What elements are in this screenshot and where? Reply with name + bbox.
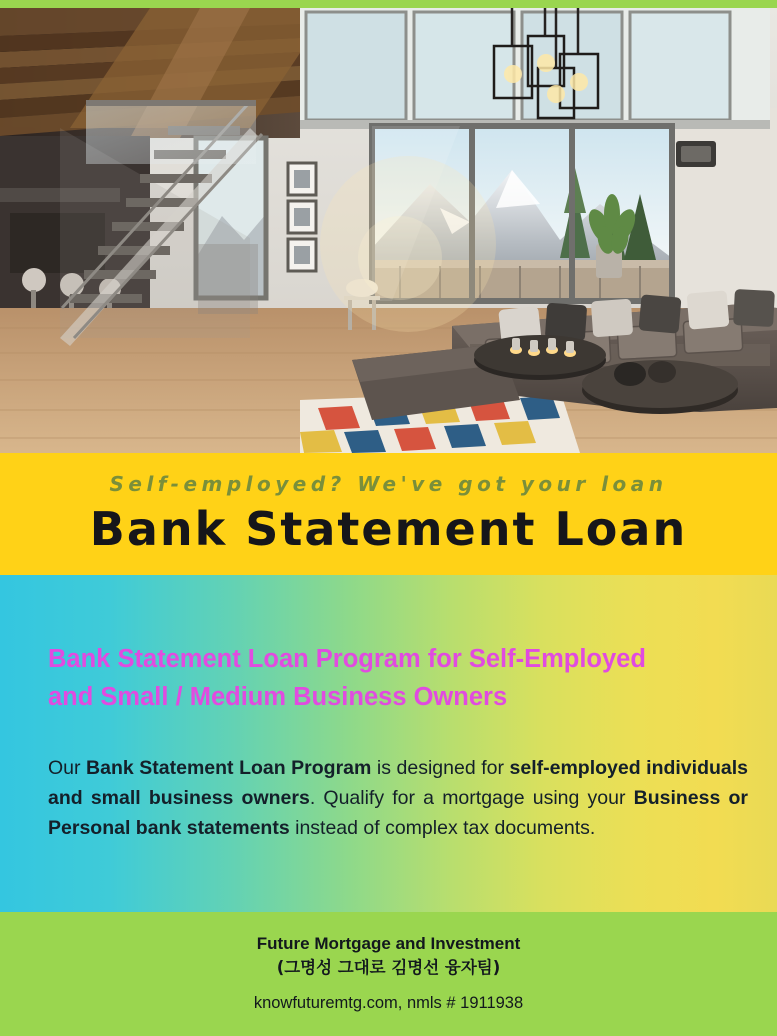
body-text-2: is designed for: [371, 757, 510, 779]
subheading-line-1: Bank Statement Loan Program for Self-Employed: [48, 645, 646, 673]
body-text-4: instead of complex tax documents.: [289, 817, 596, 839]
footer-band: [0, 912, 777, 1036]
footer-contact-block: [0, 932, 777, 1015]
kicker-text: Self-employed? We've got your loan: [109, 472, 668, 496]
body-text-3: . Qualify for a mortgage using your: [309, 787, 634, 809]
hero-photo: [0, 8, 777, 453]
company-name: Future Mortgage and Investment: [256, 934, 521, 953]
body-paragraph: [48, 753, 748, 843]
subheading: [48, 640, 738, 716]
page-title: Bank Statement Loan: [89, 502, 688, 556]
body-text-1: Our: [48, 757, 87, 779]
company-name-korean: (그명성 그대로 김명선 융자팀): [276, 958, 501, 977]
body-band: [0, 575, 777, 912]
headline-band: [0, 453, 777, 575]
body-bold-2: self-employed individuals and small business owners: [48, 757, 749, 809]
contact-info: knowfuturemtg.com, nmls # 1911938: [253, 994, 524, 1012]
hero-illustration: [0, 8, 777, 453]
body-bold-1: Bank Statement Loan Program: [86, 757, 372, 779]
body-bold-3: Business or Personal bank statements: [48, 787, 748, 839]
subheading-line-2: and Small / Medium Business Owners: [48, 683, 508, 711]
